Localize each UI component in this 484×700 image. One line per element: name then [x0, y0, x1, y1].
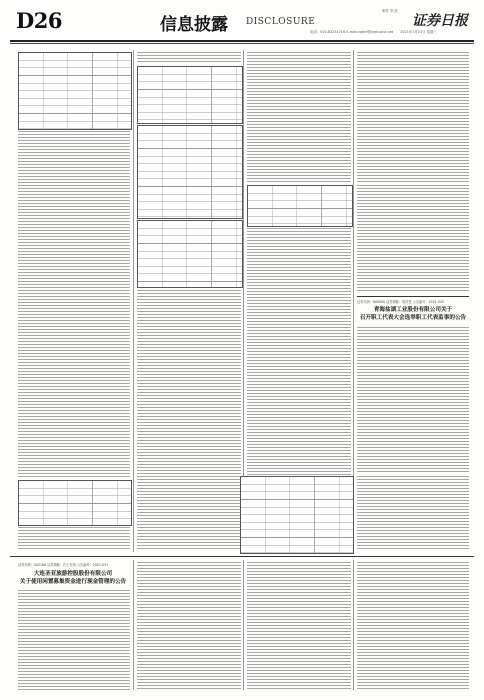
section-title-english: DISCLOSURE: [246, 17, 316, 27]
masthead-rule: [10, 40, 474, 42]
article-text-block: [18, 131, 130, 477]
headline-line: 青海盐湖工业股份有限公司关于: [373, 307, 453, 313]
security-codes: 证券代码：002188 证券简称：巴士在线 公告编号：2021-031: [18, 563, 109, 567]
column-divider: [133, 560, 134, 690]
table-grid: [19, 481, 131, 525]
article-text-block: [137, 562, 241, 690]
data-table: [137, 220, 243, 288]
data-table: [18, 52, 132, 130]
page-number: D26: [16, 8, 62, 33]
article-text-block: [18, 527, 130, 551]
table-grid: [138, 221, 242, 287]
security-codes: 证券代码：600090 证券简称：同济堂 公告编号：2021-043: [357, 300, 444, 304]
article-text-block: [357, 327, 469, 472]
article-text-block: [357, 185, 469, 293]
table-grid: [138, 126, 242, 218]
masthead-rule-thin: [10, 43, 474, 44]
headline-line: 召开职工代表大会选举职工代表监事的公告: [359, 315, 467, 321]
headline-line: 大连圣亚旅游控股股份有限公司: [33, 571, 113, 577]
headline-line: 关于使用闲置募集资金进行现金管理的公告: [19, 579, 127, 585]
editor-line: 制作 李 波: [382, 9, 398, 13]
article-text-block: [137, 52, 241, 64]
column-divider: [243, 560, 244, 690]
table-grid: [241, 477, 353, 553]
article-headline: [355, 306, 471, 322]
table-grid: [19, 53, 131, 129]
article-text-block: [247, 562, 351, 690]
data-table: [137, 66, 243, 124]
newspaper-logo: 证券日报: [412, 13, 468, 29]
column-divider: [133, 50, 134, 552]
date-text: 2021年7月21日 星期三: [400, 30, 437, 34]
column-divider: [353, 560, 354, 690]
data-table: [240, 476, 354, 554]
article-text-block: [357, 52, 469, 182]
article-text-block: [137, 290, 241, 551]
section-title: 信息披露: [160, 15, 228, 35]
data-table: [247, 185, 353, 227]
data-table: [137, 125, 243, 219]
article-divider: [357, 296, 469, 297]
article-text-block: [357, 476, 469, 551]
article-text-block: [357, 562, 469, 690]
table-grid: [248, 186, 352, 226]
article-text-block: [18, 590, 130, 690]
table-grid: [138, 67, 242, 123]
contact-text: 电话：010-83251716 E-mail:zqrb9@zqrb.sina.net: [310, 30, 394, 34]
article-headline: [14, 570, 132, 586]
section-divider: [10, 556, 474, 557]
masthead: [10, 8, 474, 40]
data-table: [18, 480, 132, 526]
article-text-block: [247, 52, 351, 182]
